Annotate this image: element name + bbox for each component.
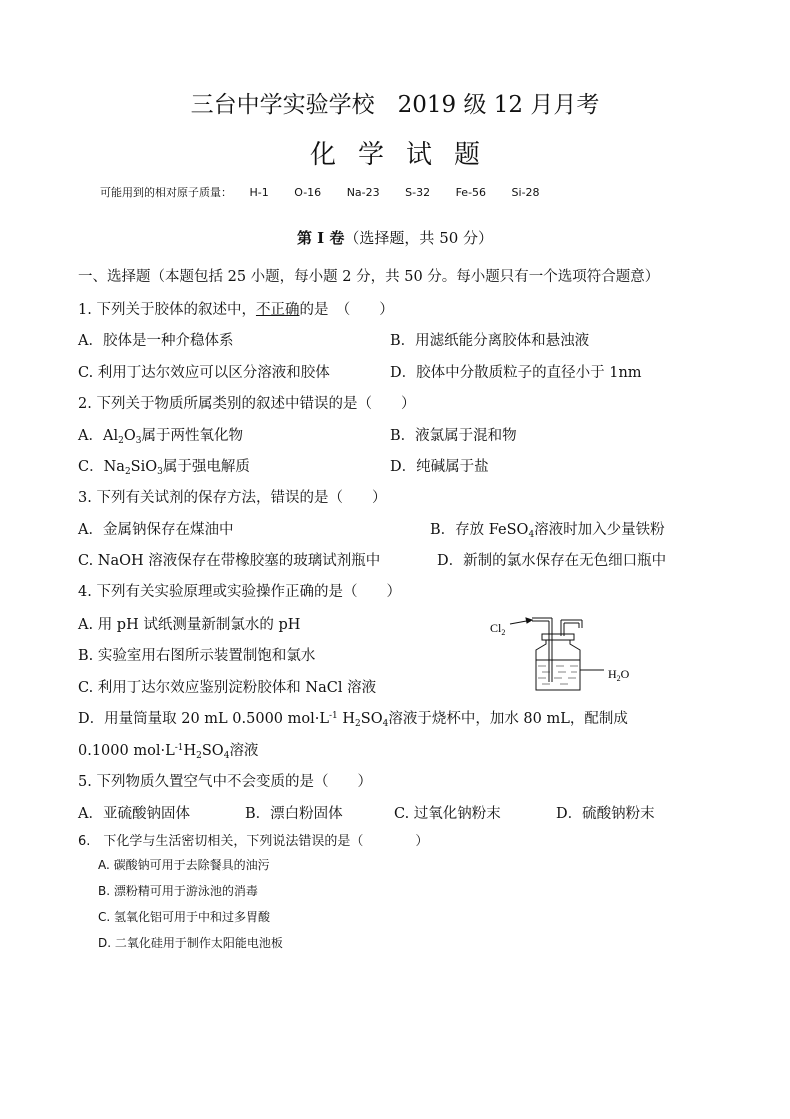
q3-option-b: B．存放 FeSO$_4$溶液时加入少量铁粉 [430,522,665,540]
exam-title: 三台中学实验学校 2019 级 12 月月考 [190,92,600,118]
q6-stem: 6. 下化学与生活密切相关，下列说法错误的是（ ） [78,834,429,849]
q6-option-d: D. 二氧化硅用于制作太阳能电池板 [98,936,283,950]
atomic-masses-label: 可能用到的相对原子质量： [100,186,232,199]
atomic-mass-item: Na-23 [346,186,380,199]
q1-option-d: D．胶体中分散质粒子的直径小于 1nm [390,365,642,381]
q4-option-d: D．用量筒量取 20 mL 0.5000 $mol\cdot L^{-1}$ $H_2SO_4$溶液于烧杯中，加水 80 mL，配制成 [78,711,628,729]
q5-option-c: C. 过氧化钠粉末 [394,806,501,822]
q1-option-c: C. 利用丁达尔效应可以区分溶液和胶体 [78,365,330,381]
q4-option-a: A. 用 pH 试纸测量新制氯水的 pH [78,617,301,633]
q3-option-a: A．金属钠保存在煤油中 [78,522,234,538]
cl2-label: $Cl_2$ [490,621,506,637]
section-title-bold: 第 I 卷 [296,229,345,247]
q4-option-b: B. 实验室用右图所示装置制饱和氯水 [78,648,316,664]
q6-option-b: B. 漂粉精可用于游泳池的消毒 [98,884,258,898]
atomic-masses [100,184,562,200]
instructions: 一、选择题（本题包括 25 小题，每小题 2 分，共 50 分。每小题只有一个选项符合题意） [78,269,660,285]
q5-option-d: D．硫酸钠粉末 [556,806,655,822]
atomic-mass-item: Fe-56 [455,186,487,199]
q5-option-a: A．亚硫酸钠固体 [78,806,190,822]
q1-stem-text: 1. 下列关于胶体的叙述中， [78,302,256,318]
h2o-label: $H_2O$ [608,667,630,683]
q2-stem: 2. 下列关于物质所属类别的叙述中错误的是（ ） [78,396,416,412]
q6-option-c: C. 氢氧化铝可用于中和过多胃酸 [98,910,271,924]
gas-washing-bottle-figure [486,612,646,697]
q3-option-d: D．新制的氯水保存在无色细口瓶中 [437,553,667,569]
q3-stem: 3. 下列有关试剂的保存方法，错误的是（ ） [78,490,387,506]
atomic-mass-item: O-16 [294,186,322,199]
q2-option-c: C．$Na_2SiO_3$属于强电解质 [78,459,250,477]
q1-option-b: B．用滤纸能分离胶体和悬浊液 [390,333,590,349]
q2-option-a: A．$Al_2O_3$属于两性氧化物 [78,428,243,446]
q4-option-c: C. 利用丁达尔效应鉴别淀粉胶体和 NaCl 溶液 [78,680,377,696]
section-title [0,227,790,248]
q1-stem-end: 的是 （ ） [299,302,394,318]
q4-stem: 4. 下列有关实验原理或实验操作正确的是（ ） [78,584,401,600]
atomic-mass-item: H-1 [249,186,269,199]
q2-option-d: D．纯碱属于盐 [390,459,489,475]
atomic-mass-item: Si-28 [511,186,540,199]
q3-option-c: C. NaOH 溶液保存在带橡胶塞的玻璃试剂瓶中 [78,553,381,569]
section-title-rest: （选择题，共 50 分） [344,229,494,247]
q2-option-b: B．液氯属于混和物 [390,428,517,444]
q5-stem: 5. 下列物质久置空气中不会变质的是（ ） [78,774,372,790]
q6-option-a: A. 碳酸钠可用于去除餐具的油污 [98,858,270,872]
q5-option-b: B．漂白粉固体 [245,806,343,822]
atomic-mass-item: S-32 [405,186,431,199]
q1-stem [78,298,394,319]
q1-stem-underline: 不正确 [255,302,300,318]
q1-option-a: A．胶体是一种介稳体系 [78,333,234,349]
subject-title: 化学试题 [309,140,502,170]
q4-option-d-cont: 0.1000 $mol\cdot L^{-1}H_2SO_4$溶液 [78,743,259,761]
